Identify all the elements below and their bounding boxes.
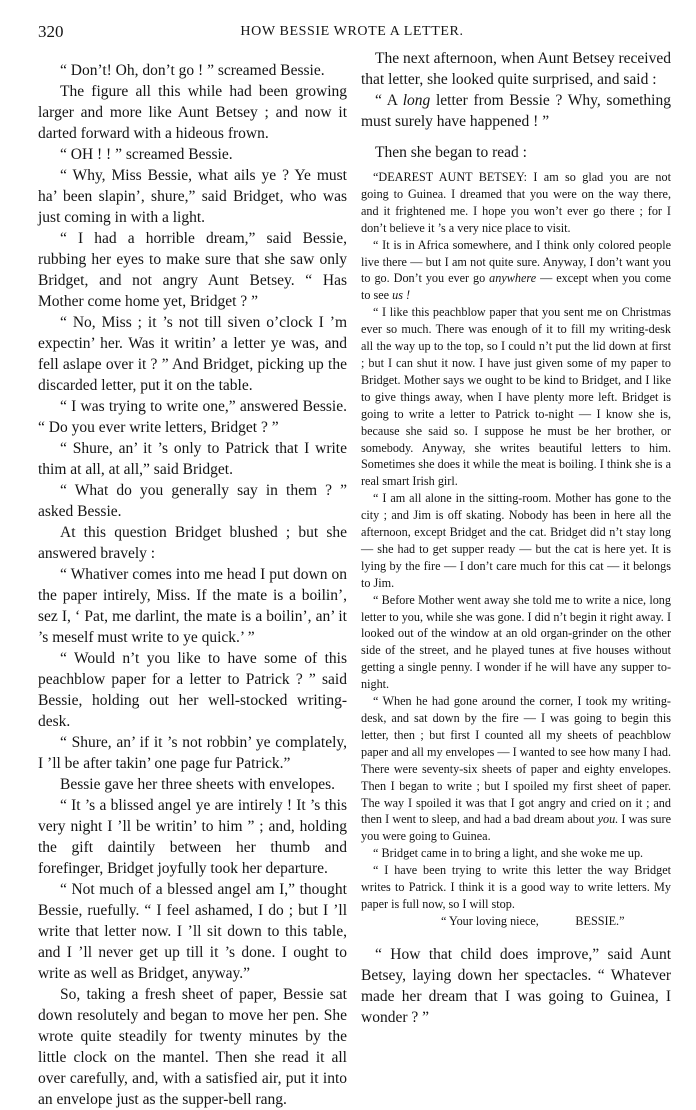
salutation: “DEAREST AUNT BETSEY: bbox=[373, 170, 528, 184]
emphasis: long bbox=[402, 92, 431, 109]
paragraph: “ Would n’t you like to have some of this peachblow paper for a letter to Patrick ? ” said Bessie, holding out her well-stocked writing-desk. bbox=[38, 650, 347, 730]
emphasis: anywhere bbox=[489, 271, 537, 286]
paragraph: The figure all this while had been growing larger and more like Aunt Betsey ; and now it darted forward with a hideous frown. bbox=[38, 83, 347, 142]
letter-text bbox=[361, 169, 671, 930]
text-span: letter from Bessie ? Why, something must surely have happened ! ” bbox=[361, 92, 671, 130]
narrative-top bbox=[361, 48, 671, 163]
paragraph: “ Why, Miss Bessie, what ails ye ? Ye must ha’ been slapin’, shure,” said Bridget, who was just coming in with a light. bbox=[38, 167, 347, 226]
paragraph: The next afternoon, when Aunt Betsey received that letter, she looked quite surprised, and said : bbox=[361, 50, 671, 88]
paragraph: “ It ’s a blissed angel ye are intirely ! It ’s this very night I ’ll be writin’ to him ” ; and, holding the gift daintily between her thumb and forefinger, Bridget joyfully took her departure. bbox=[38, 797, 347, 877]
narrative-bottom bbox=[361, 944, 671, 1028]
paragraph: So, taking a fresh sheet of paper, Bessie sat down resolutely and began to move her pen. She wrote quite steadily for twenty minutes by the little clock on the mantel. Then she read it all over carefully, and, with a satisfied air, put it into an envelope just as the supper-bell rang. bbox=[38, 986, 347, 1108]
text-span: — except when you come to see bbox=[361, 271, 672, 303]
running-title: HOW BESSIE WROTE A LETTER. bbox=[240, 24, 464, 39]
paragraph: “ I had a horrible dream,” said Bessie, rubbing her eyes to make sure that she saw only Bridget, and not angry Aunt Betsey. “ Has Mother come home yet, Bridget ? ” bbox=[38, 230, 347, 310]
paragraph: “ Whativer comes into me head I put down on the paper intirely, Miss. If the mate is a boilin’, sez I, ‘ Pat, me darlint, the mate is a boilin’, an’ it ’s meself must write to ye quick.’ ” bbox=[38, 566, 347, 646]
text-span: “ A bbox=[375, 92, 403, 109]
signature: BESSIE.” bbox=[575, 913, 625, 928]
paragraph: “ OH ! ! ” screamed Bessie. bbox=[60, 146, 233, 163]
paragraph: “ Shure, an’ if it ’s not robbin’ ye complately, I ’ll be after takin’ one page fur Patrick.” bbox=[38, 734, 347, 772]
letter-paragraph bbox=[361, 237, 671, 305]
letter-paragraph: “ Bridget came in to bring a light, and she woke me up. bbox=[373, 846, 644, 861]
paragraph: “ Don’t! Oh, don’t go ! ” screamed Bessie. bbox=[60, 62, 325, 79]
letter-paragraph bbox=[361, 169, 671, 237]
text-span: “ When he had gone around the corner, I took my writing-desk, and sat down by the fire — I was going to begin this letter, then ; but first I counted all my sheets of peachblow paper and all my envelopes — I wanted to see how many I had. There were seventy-six sheets of paper and eighty envelopes. Then I began to write ; but I spoiled my first sheet of paper. The way I spoiled it was that I got angry and cried on it ; and then I went to sleep, and had a bad dream about bbox=[361, 694, 672, 827]
paragraph: “ No, Miss ; it ’s not till siven o’clock I ’m expectin’ her. Was it writin’ a letter ye was, and fell aslape over it ? ” And Bridget, picking up the discarded letter, put it on the table. bbox=[38, 314, 347, 394]
page-number: 320 bbox=[38, 22, 64, 41]
letter-closing bbox=[361, 913, 671, 930]
letter-paragraph: “ I have been trying to write this letter the way Bridget writes to Patrick. I think it is a good way to write letters. My paper is full now, so I will stop. bbox=[361, 863, 671, 911]
emphasis: us ! bbox=[392, 288, 411, 303]
letter-paragraph: “ Before Mother went away she told me to write a nice, long letter to you, while she was gone. I did n’t begin it right away. I looked out of the window at an old organ-grinder on the other side of the street, and he played tunes at five houses without getting a single penny. I wonder if he will have any supper to-night. bbox=[361, 592, 671, 692]
page-header bbox=[38, 22, 666, 44]
paragraph: Then she began to read : bbox=[375, 144, 527, 161]
text-span: I am so glad you are not going to Guinea. I dreamed that you were on the way there, and it frightened me. I hope you won’t ever go there ; for I don’t believe it ’s a very nice place to visit. bbox=[361, 170, 672, 235]
paragraph: “ I was trying to write one,” answered Bessie. “ Do you ever write letters, Bridget ? ” bbox=[38, 398, 347, 436]
letter-paragraph bbox=[361, 693, 671, 845]
letter-paragraph: “ I am all alone in the sitting-room. Mother has gone to the city ; and Jim is off skating. Nobody has been in here all the afternoon, except Bridget and the cat. Bridget did n’t stay long — she had to get supper ready — but the cat is here yet. It is lying by the fire — I don’t care much for this cat — it belongs to Jim. bbox=[361, 491, 671, 590]
paragraph: “ Shure, an’ it ’s only to Patrick that I write thim at all, at all,” said Bridget. bbox=[38, 440, 347, 478]
paragraph: “ How that child does improve,” said Aunt Betsey, laying down her spectacles. “ Whatever made her dream that I was going to Guinea, I wonder ? ” bbox=[361, 945, 671, 1026]
paragraph: Bessie gave her three sheets with envelopes. bbox=[60, 776, 336, 793]
right-column bbox=[361, 48, 671, 1028]
left-column bbox=[38, 60, 347, 1110]
paragraph: At this question Bridget blushed ; but she answered bravely : bbox=[38, 524, 347, 562]
paragraph bbox=[361, 90, 671, 132]
emphasis: you. bbox=[597, 812, 619, 827]
closing: “ Your loving niece, bbox=[441, 913, 539, 928]
text-span: I was sure you were going to Guinea. bbox=[361, 812, 671, 844]
letter-paragraph: “ I like this peachblow paper that you sent me on Christmas ever so much. There was enough of it to fill my writing-desk all the way up to the top, so I could n’t put the lid down at first ; but I can shut it now. I have just given some of my paper to Bridget. Mother says we ought to be kind to Bridget, and I like to give things away, when I have plenty more left. Bridget is going to write a letter to Patrick to-night — I know she is, because she said so. I suppose he must be her brother, or somebody. Anyway, she writes beautiful letters to him. Sometimes she does it while the meat is boiling. I think she is a real smart Irish girl. bbox=[361, 305, 671, 489]
paragraph: “ What do you generally say in them ? ” asked Bessie. bbox=[38, 482, 347, 520]
text-span: “ It is in Africa somewhere, and I think only colored people live there — but I am not quite sure. Anyway, I don’t want you to go. Don’t you ever go bbox=[361, 237, 671, 286]
paragraph: “ Not much of a blessed angel am I,” thought Bessie, ruefully. “ I feel ashamed, I do ; but I ’ll write that letter now. I ’ll sit down to this table, and I ’ll never get up till it ’s done. I ought to write as well as Bridget, anyway.” bbox=[38, 881, 347, 982]
